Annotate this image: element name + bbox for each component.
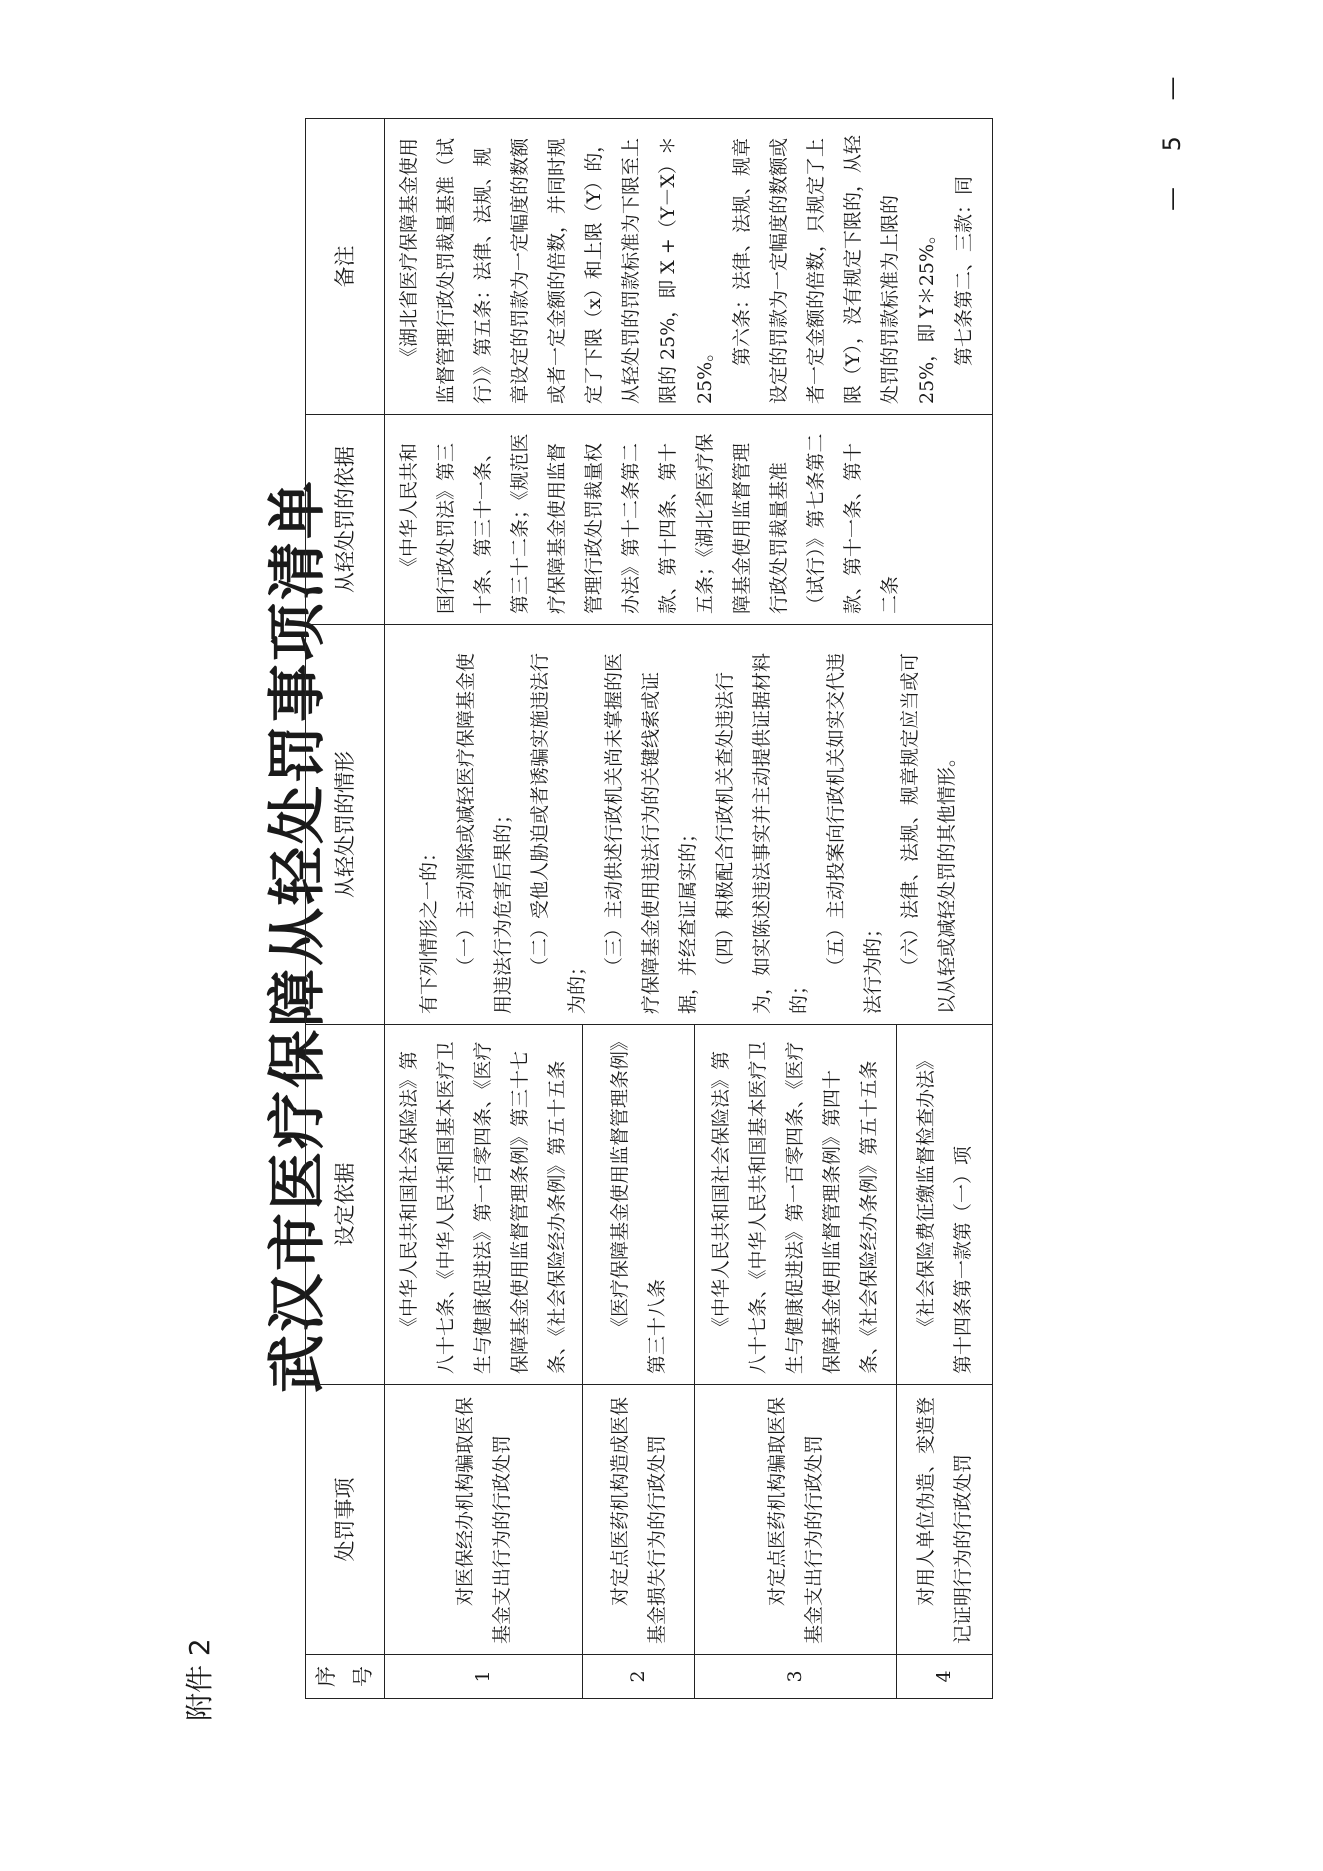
header-situation: 从轻处罚的情形 xyxy=(306,625,385,1025)
row-no: 2 xyxy=(583,1655,695,1699)
situation-item: （六）法律、法规、规章规定应当或可以从轻或减轻处罚的其他情形。 xyxy=(899,652,958,1014)
row-item: 对用人单位伪造、变造登记证明行为的行政处罚 xyxy=(897,1385,993,1655)
page-title: 武汉市医疗保障从轻处罚事项清单 xyxy=(263,478,331,1394)
situation-item: （五）主动投案向行政机关如实交代违法行为的； xyxy=(825,652,884,1014)
row-basis: 《中华人民共和国社会保险法》第八十七条、《中华人民共和国基本医疗卫生与健康促进法》第一百零四条、《医疗保障基金使用监督管理条例》第三十七条、《社会保险经办条例》第五十五条 xyxy=(385,1025,583,1385)
header-note: 备注 xyxy=(306,119,385,415)
penalty-table xyxy=(305,118,993,1699)
row-basis: 《医疗保障基金使用监督管理条例》第三十八条 xyxy=(583,1025,695,1385)
table-header-row xyxy=(306,119,385,1699)
situation-item: （三）主动供述行政机关尚未掌握的医疗保障基金使用违法行为的关键线索或证据，并经查证属实的； xyxy=(603,652,699,1014)
situation-item: （二）受他人胁迫或者诱骗实施违法行为的； xyxy=(529,652,588,1014)
page-number: — 5 — xyxy=(1158,62,1186,211)
header-light-basis: 从轻处罚的依据 xyxy=(306,415,385,625)
row-basis: 《中华人民共和国社会保险法》第八十七条、《中华人民共和国基本医疗卫生与健康促进法》第一百零四条、《医疗保障基金使用监督管理条例》第四十条、《社会保险经办条例》第五十五条 xyxy=(695,1025,897,1385)
header-basis: 设定依据 xyxy=(306,1025,385,1385)
row-no: 1 xyxy=(385,1655,583,1699)
row-no: 3 xyxy=(695,1655,897,1699)
situation-item: （四）积极配合行政机关查处违法行为，如实陈述违法事实并主动提供证据材料的； xyxy=(714,652,810,1014)
light-basis-cell: 《中华人民共和国行政处罚法》第三十条、第三十一条、第三十二条；《规范医疗保障基金使用监督管理行政处罚裁量权办法》第十二条第二款、第十四条、第十五条；《湖北省医疗保障基金使用监督管理行政处罚裁量基准（试行）》第七条第二款、第十一条、第十二条 xyxy=(385,415,993,625)
note-para: 第七条第二、三款：同 xyxy=(953,175,975,366)
row-item: 对医保经办机构骗取医保基金支出行为的行政处罚 xyxy=(385,1385,583,1655)
row-item: 对定点医药机构造成医保基金损失行为的行政处罚 xyxy=(583,1385,695,1655)
table-row xyxy=(385,119,583,1699)
note-para: 《湖北省医疗保障基金使用监督管理行政处罚裁量基准（试行）》第五条：法律、法规、规章设定的罚款为一定幅度的数额或者一定金额的倍数，并同时规定了下限（x）和上限（Y）的，从轻处罚的罚款标准为下限至上限的 25%，即 X +（Y－X）＊25%。 xyxy=(398,133,716,404)
situation-item: （一）主动消除或减轻医疗保障基金使用违法行为危害后果的； xyxy=(455,652,514,1014)
situation-cell xyxy=(385,625,993,1025)
attachment-label: 附件 2 xyxy=(183,1638,216,1721)
row-basis: 《社会保险费征缴监督检查办法》第十四条第一款第（一）项 xyxy=(897,1025,993,1385)
header-no: 序号 xyxy=(306,1655,385,1699)
row-no: 4 xyxy=(897,1655,993,1699)
situation-intro: 有下列情形之一的： xyxy=(418,842,440,1014)
note-para: 第六条：法律、法规、规章设定的罚款为一定幅度的数额或者一定金额的倍数，只规定了上限（Y），没有规定下限的，从轻处罚的罚款标准为上限的 25%，即 Y＊25%。 xyxy=(731,134,938,404)
header-item: 处罚事项 xyxy=(306,1385,385,1655)
note-cell xyxy=(385,119,993,415)
row-item: 对定点医药机构骗取医保基金支出行为的行政处罚 xyxy=(695,1385,897,1655)
